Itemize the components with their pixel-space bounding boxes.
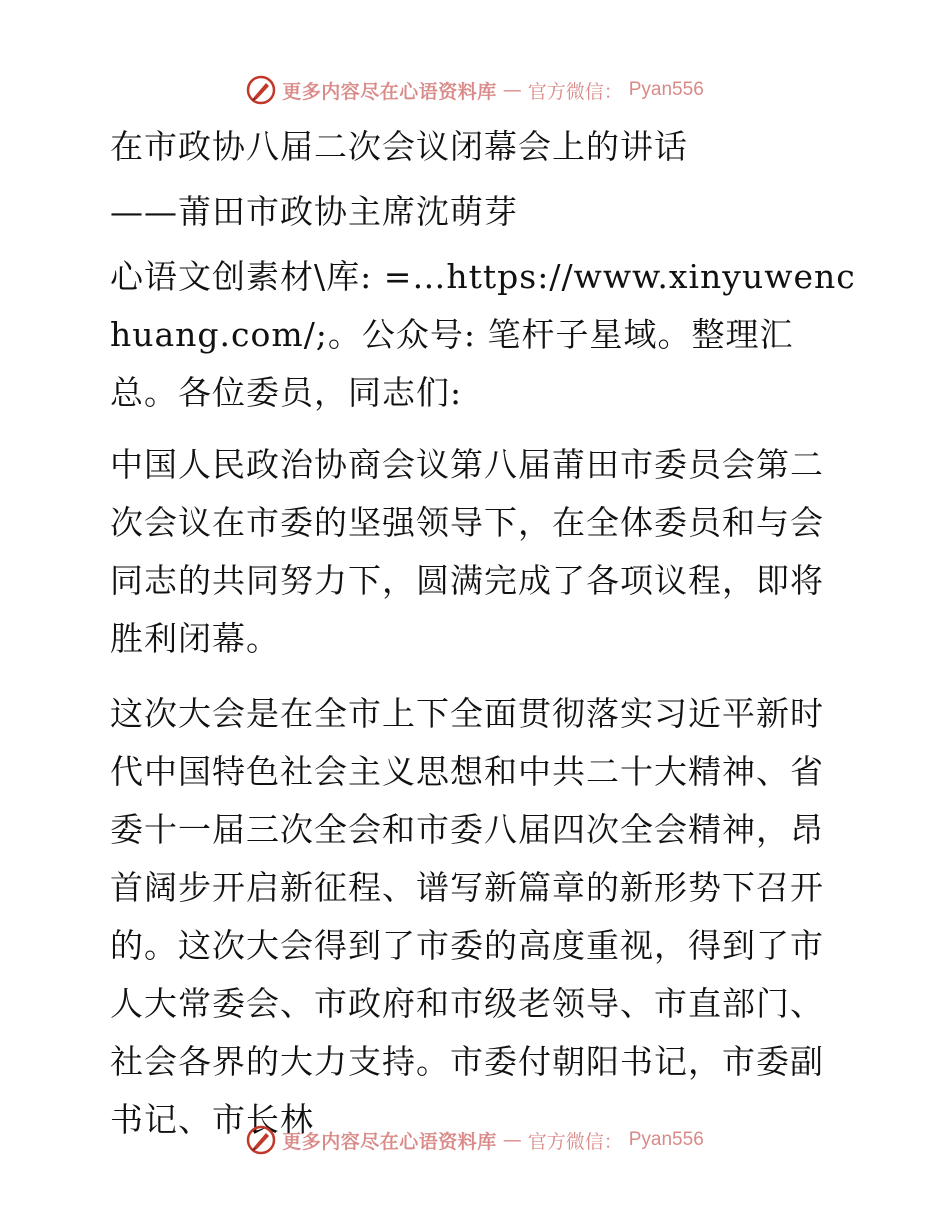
paragraph-1: 中国人民政治协商会议第八届莆田市委员会第二次会议在市委的坚强领导下，在全体委员和与会同志的共同努力下，圆满完成了各项议程，即将胜利闭幕。 bbox=[110, 445, 824, 658]
watermark-banner-top bbox=[0, 70, 950, 110]
watermark-dash: — bbox=[502, 79, 522, 101]
watermark-wechat-id: Pyan556 bbox=[628, 1129, 704, 1150]
watermark-sub-text: 官方微信： bbox=[527, 1130, 623, 1153]
pen-logo-icon bbox=[246, 75, 276, 105]
source-line: 心语文创素材\库: =…https://www.xinyuwenchuang.com/;。公众号: 笔杆子星域。整理汇总。各位委员，同志们: bbox=[110, 257, 856, 412]
document-subtitle: ——莆田市政协主席沈萌芽 bbox=[110, 192, 518, 231]
watermark-sub-text: 官方微信： bbox=[527, 80, 623, 103]
pen-logo-icon bbox=[246, 1125, 276, 1155]
document-body bbox=[97, 118, 857, 1149]
watermark-main-text: 更多内容尽在心语资料库 bbox=[282, 1130, 497, 1153]
watermark-wechat-id: Pyan556 bbox=[628, 79, 704, 100]
watermark-dash: — bbox=[502, 1129, 522, 1151]
watermark-main-text: 更多内容尽在心语资料库 bbox=[282, 80, 497, 103]
paragraph-2: 这次大会是在全市上下全面贯彻落实习近平新时代中国特色社会主义思想和中共二十大精神、省委十一届三次全会和市委八届四次全会精神，昂首阔步开启新征程、谱写新篇章的新形势下召开的。这次大会得到了市委的高度重视，得到了市人大常委会、市政府和市级老领导、市直部门、社会各界的大力支持。市委付朝阳书记，市委副书记、市长林 bbox=[110, 694, 824, 1139]
document-title: 在市政协八届二次会议闭幕会上的讲话 bbox=[110, 127, 688, 166]
watermark-banner-bottom bbox=[0, 1120, 950, 1160]
